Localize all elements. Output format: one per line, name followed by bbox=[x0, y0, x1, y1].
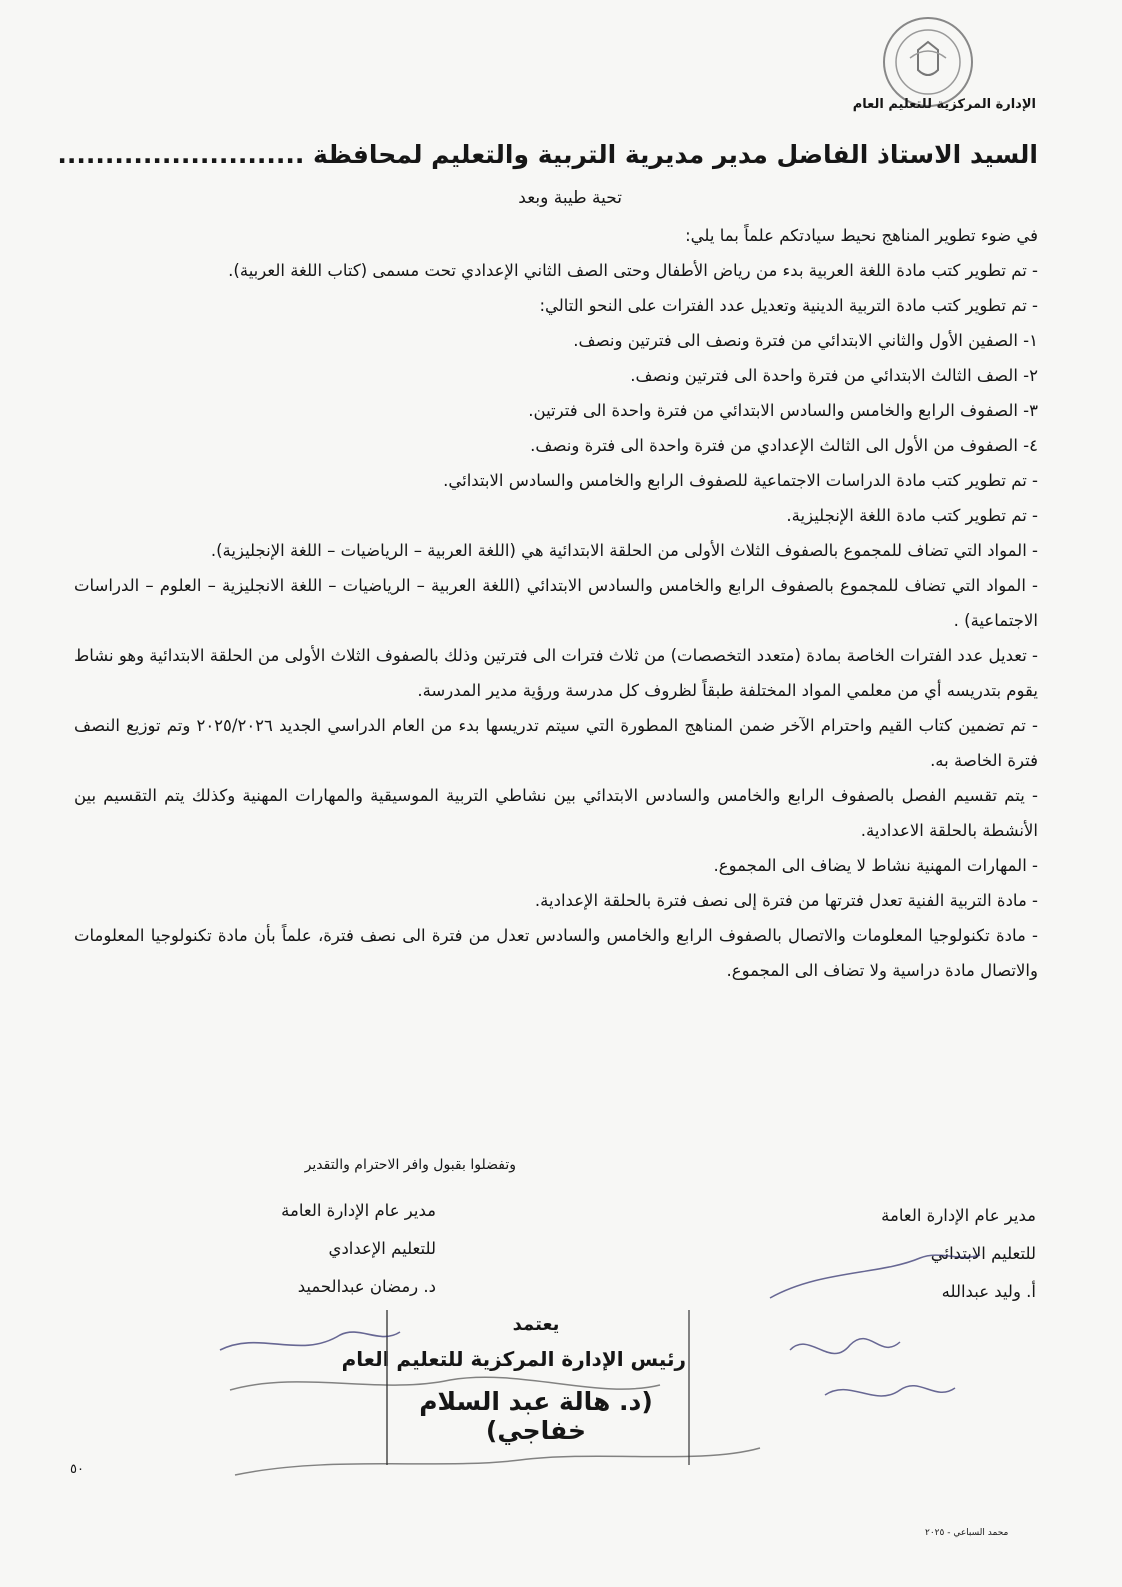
footer-note: محمد السباعي - ٢٠٢٥ bbox=[925, 1528, 1009, 1538]
body-paragraph: - تم تطوير كتب مادة اللغة الإنجليزية. bbox=[786, 506, 1038, 525]
body-paragraph: ٢- الصف الثالث الابتدائي من فترة واحدة الى فترتين ونصف. bbox=[630, 366, 1038, 385]
letter-addressee: السيد الاستاذ الفاضل مدير مديرية التربية والتعليم لمحافظة .......................... bbox=[57, 140, 1038, 169]
ministry-seal-icon bbox=[880, 14, 976, 110]
stamp-frame bbox=[341, 1310, 690, 1465]
handwritten-signature bbox=[790, 1339, 900, 1354]
signature-name: أ. وليد عبدالله bbox=[941, 1282, 1036, 1301]
signature-prep-director bbox=[281, 1192, 436, 1306]
body-paragraph: - تم تطوير كتب مادة اللغة العربية بدء من رياض الأطفال وحتى الصف الثاني الإعدادي تحت مسمى (كتاب اللغة العربية). bbox=[228, 261, 1038, 280]
approval-stamp bbox=[341, 1310, 686, 1465]
body-paragraph: - تم تطوير كتب مادة التربية الدينية وتعديل عدد الفترات على النحو التالي: bbox=[539, 296, 1038, 315]
body-paragraph: في ضوء تطوير المناهج نحيط سيادتكم علماً بما يلي: bbox=[685, 226, 1038, 245]
body-paragraph: - مادة تكنولوجيا المعلومات والاتصال بالصفوف الرابع والخامس والسادس تعدل من فترة الى نصف فترة، علماً بأن مادة تكنولوجيا المعلومات والاتصال مادة دراسية ولا تضاف الى المجموع. bbox=[74, 926, 1038, 980]
body-paragraph: ٤- الصفوف من الأول الى الثالث الإعدادي من فترة واحدة الى فترة ونصف. bbox=[530, 436, 1038, 455]
body-paragraph: - يتم تقسيم الفصل بالصفوف الرابع والخامس والسادس الابتدائي بين نشاطي التربية الموسيقية والمهارات المهنية وكذلك يتم التقسيم بين الأنشطة بالحلقة الاعدادية. bbox=[74, 786, 1038, 840]
approval-title: رئيس الإدارة المركزية للتعليم العام bbox=[341, 1347, 686, 1371]
body-paragraph: - المواد التي تضاف للمجموع بالصفوف الثلاث الأولى من الحلقة الابتدائية هي (اللغة العربية – الرياضيات – اللغة الإنجليزية). bbox=[210, 541, 1038, 560]
department-name: الإدارة المركزية للتعليم العام bbox=[852, 97, 1036, 112]
signature-primary-director bbox=[881, 1197, 1036, 1311]
signature-title: مدير عام الإدارة العامة bbox=[881, 1206, 1036, 1225]
body-paragraph: - تعديل عدد الفترات الخاصة بمادة (متعدد التخصصات) من ثلاث فترات الى فترتين وذلك بالصفوف الثلاث الأولى من الحلقة الابتدائية وهو نشاط يقوم بتدريسه أي من معلمي المواد المختلفة طبقاً لظروف كل مدرسة ورؤية مدير المدرسة. bbox=[74, 646, 1038, 700]
body-paragraph: ٣- الصفوف الرابع والخامس والسادس الابتدائي من فترة واحدة الى فترتين. bbox=[528, 401, 1038, 420]
approval-status: يعتمد bbox=[512, 1314, 560, 1335]
body-paragraph: - المهارات المهنية نشاط لا يضاف الى المجموع. bbox=[713, 856, 1038, 875]
body-paragraph: - تم تضمين كتاب القيم واحترام الآخر ضمن المناهج المطورة التي سيتم تدريسها بدء من العام الدراسي الجديد ٢٠٢٥/٢٠٢٦ وتم توزيع النصف فترة الخاصة به. bbox=[74, 716, 1038, 770]
signature-title: مدير عام الإدارة العامة bbox=[281, 1201, 436, 1220]
signature-title: للتعليم الإعدادي bbox=[328, 1239, 436, 1258]
signature-name: د. رمضان عبدالحميد bbox=[297, 1277, 436, 1296]
signature-title: للتعليم الابتدائي bbox=[930, 1244, 1036, 1263]
body-paragraph: ١- الصفين الأول والثاني الابتدائي من فترة ونصف الى فترتين ونصف. bbox=[573, 331, 1038, 350]
body-paragraph: - تم تطوير كتب مادة الدراسات الاجتماعية للصفوف الرابع والخامس والسادس الابتدائي. bbox=[443, 471, 1038, 490]
page-number: ٥٠ bbox=[70, 1462, 84, 1477]
body-paragraph: - مادة التربية الفنية تعدل فترتها من فترة إلى نصف فترة بالحلقة الإعدادية. bbox=[534, 891, 1038, 910]
letter-greeting: تحية طيبة وبعد bbox=[518, 188, 622, 208]
handwritten-signature bbox=[825, 1386, 955, 1396]
approval-name: (د. هالة عبد السلام خفاجي) bbox=[419, 1387, 653, 1445]
letter-body bbox=[74, 218, 1038, 988]
letter-closing: وتفضلوا بقبول وافر الاحترام والتقدير bbox=[304, 1157, 516, 1173]
body-paragraph: - المواد التي تضاف للمجموع بالصفوف الرابع والخامس والسادس الابتدائي (اللغة العربية – الرياضيات – اللغة الانجليزية – العلوم – الدراسات الاجتماعية) . bbox=[74, 576, 1038, 630]
